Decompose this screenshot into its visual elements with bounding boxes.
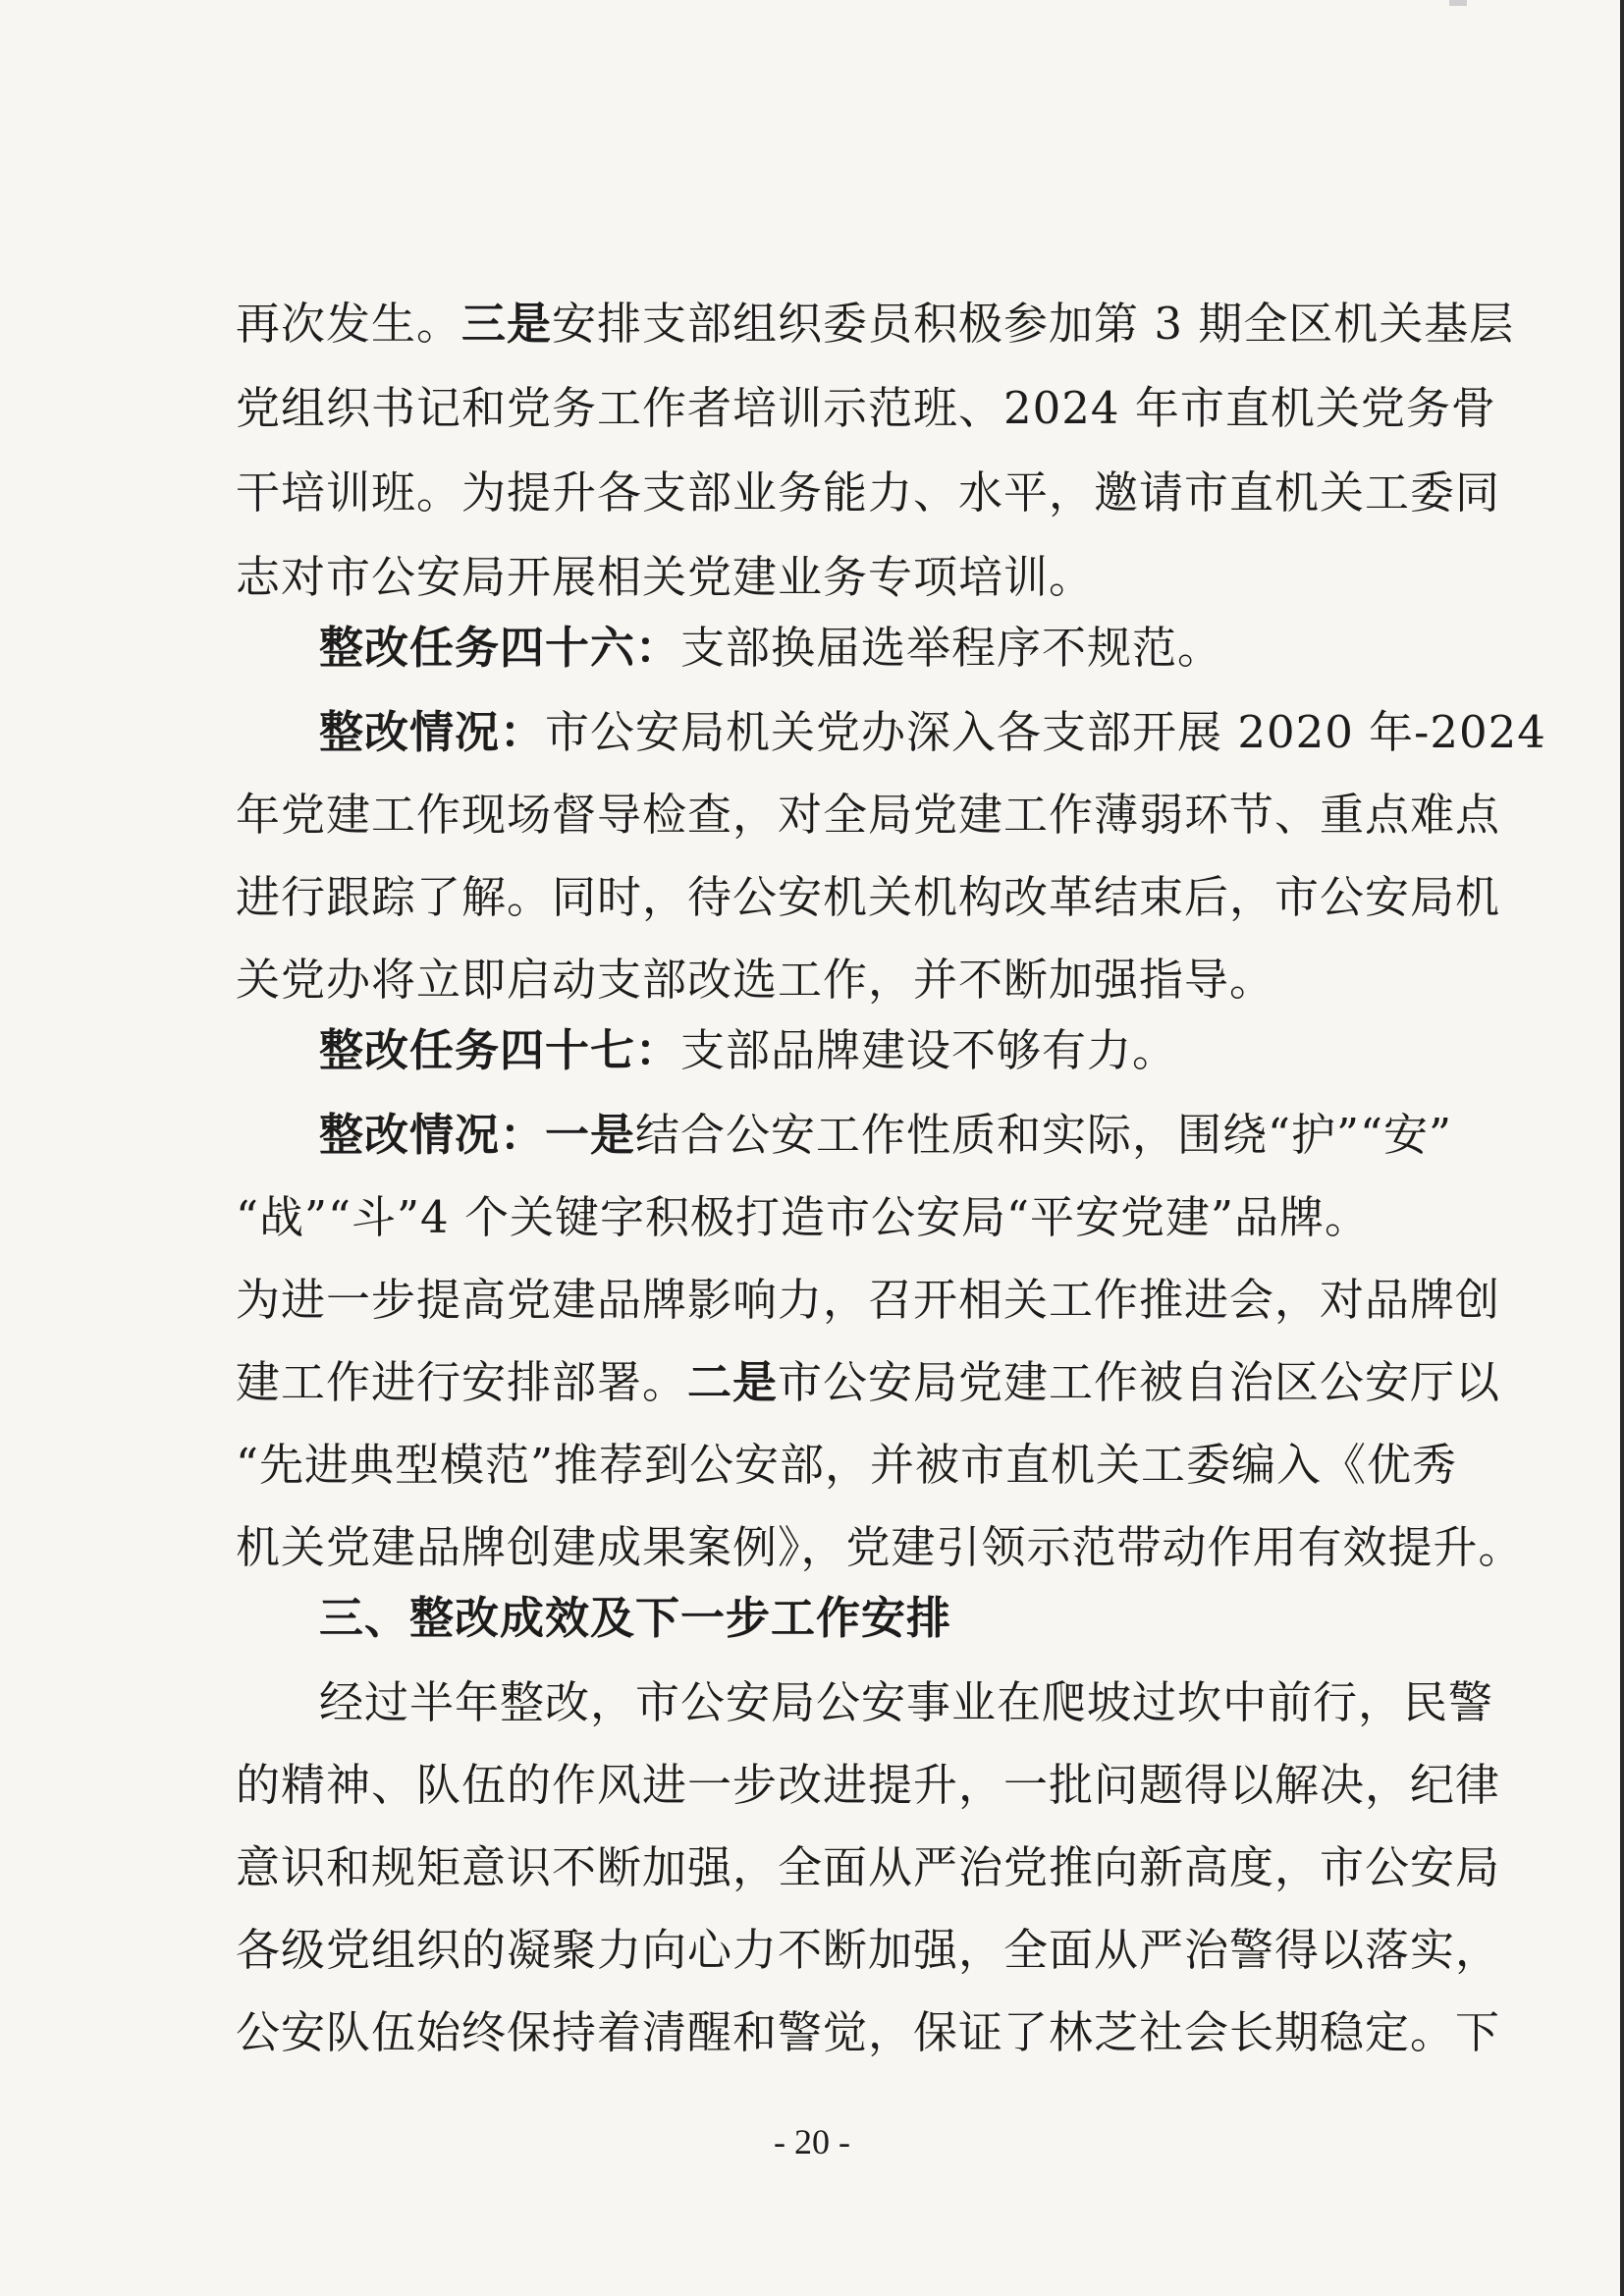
section-heading: 三、整改成效及下一步工作安排 [319, 1592, 952, 1644]
text-line: 为进一步提高党建品牌影响力，召开相关工作推进会，对品牌创 [236, 1274, 1501, 1326]
text-line: 意识和规矩意识不断加强，全面从严治党推向新高度，市公安局 [236, 1841, 1501, 1893]
text-line: 经过半年整改，市公安局公安事业在爬坡过坎中前行，民警 [319, 1676, 1494, 1728]
text-line: 各级党组织的凝聚力向心力不断加强，全面从严治警得以落实， [236, 1924, 1501, 1976]
scan-edge [1620, 0, 1624, 2296]
text-line: 再次发生。三是安排支部组织委员积极参加第 3 期全区机关基层 [236, 298, 1515, 350]
text-line: 的精神、队伍的作风进一步改进提升，一批问题得以解决，纪律 [236, 1759, 1501, 1811]
task-title: 整改任务四十六：支部换届选举程序不规范。 [319, 622, 1223, 674]
text-line: 进行跟踪了解。同时，待公安机关机构改革结束后，市公安局机 [236, 871, 1501, 923]
text-line: “先进典型模范”推荐到公安部，并被市直机关工委编入《优秀 [236, 1439, 1458, 1491]
task-title: 整改任务四十七：支部品牌建设不够有力。 [319, 1024, 1178, 1076]
text-line: 建工作进行安排部署。二是市公安局党建工作被自治区公安厅以 [236, 1356, 1501, 1408]
text-line: 干培训班。为提升各支部业务能力、水平，邀请市直机关工委同 [236, 466, 1501, 519]
text-line: 机关党建品牌创建成果案例》，党建引领示范带动作用有效提升。 [236, 1521, 1524, 1573]
scan-artifact [1449, 0, 1467, 6]
text-line: 党组织书记和党务工作者培训示范班、2024 年市直机关党务骨 [236, 382, 1496, 434]
page-number: - 20 - [774, 2122, 850, 2161]
text-line: 志对市公安局开展相关党建业务专项培训。 [236, 551, 1095, 603]
text-line: 关党办将立即启动支部改选工作，并不断加强指导。 [236, 954, 1275, 1006]
text-line: 年党建工作现场督导检查，对全局党建工作薄弱环节、重点难点 [236, 789, 1501, 841]
text-line: 整改情况：市公安局机关党办深入各支部开展 2020 年-2024 [319, 706, 1546, 758]
text-line: 公安队伍始终保持着清醒和警觉，保证了林芝社会长期稳定。下 [236, 2006, 1501, 2058]
text-line: 整改情况：一是结合公安工作性质和实际，围绕“护”“安” [319, 1109, 1453, 1161]
text-line: “战”“斗”4 个关键字积极打造市公安局“平安党建”品牌。 [236, 1191, 1370, 1243]
